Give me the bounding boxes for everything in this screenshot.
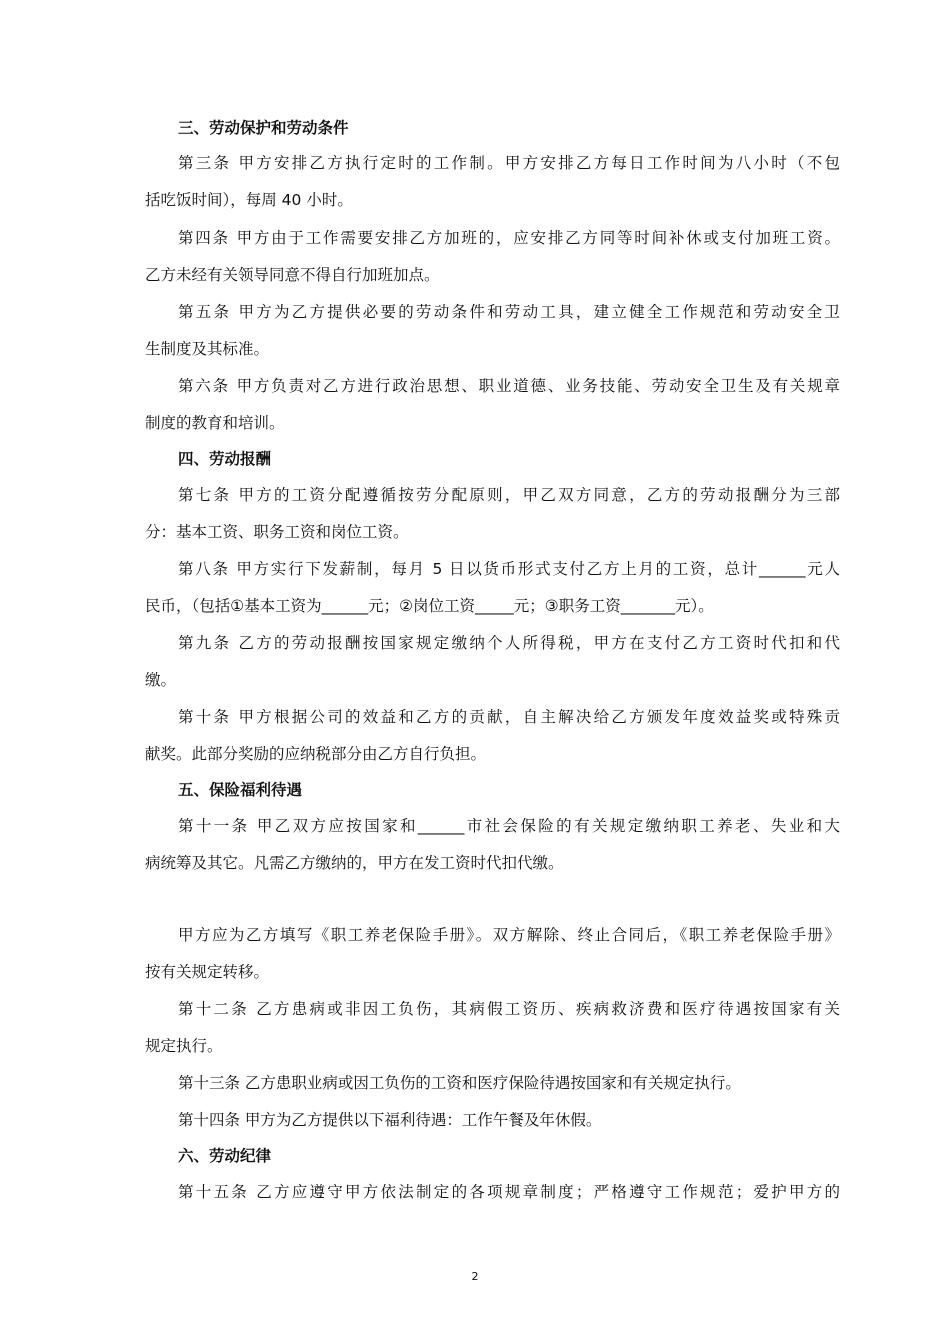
article-8-line-2: 民币，（包括①基本工资为______元；②岗位工资_____元；③职务工资_______元）。 bbox=[145, 597, 714, 615]
article-5-line-2: 生制度及其标准。 bbox=[145, 340, 270, 358]
article-11-line-2: 病统筹及其它。凡需乙方缴纳的，甲方在发工资时代扣代缴。 bbox=[145, 854, 564, 872]
article-7-line-2: 分：基本工资、职务工资和岗位工资。 bbox=[145, 523, 409, 541]
section-heading-6: 六、劳动纪律 bbox=[178, 1147, 272, 1165]
article-11-line-1: 第十一条 甲乙双方应按国家和______市社会保险的有关规定缴纳职工养老、失业和大 bbox=[178, 817, 840, 835]
article-4-line-2: 乙方未经有关领导同意不得自行加班加点。 bbox=[145, 266, 440, 284]
article-12-line-2: 规定执行。 bbox=[145, 1037, 223, 1055]
section-heading-4: 四、劳动报酬 bbox=[178, 450, 272, 468]
article-15-line-1: 第十五条 乙方应遵守甲方依法制定的各项规章制度；严格遵守工作规范；爱护甲方的 bbox=[178, 1183, 840, 1201]
article-6-line-1: 第六条 甲方负责对乙方进行政治思想、职业道德、业务技能、劳动安全卫生及有关规章 bbox=[178, 377, 840, 395]
article-3-line-2: 括吃饭时间），每周 40 小时。 bbox=[145, 191, 353, 209]
article-8-line-1: 第八条 甲方实行下发薪制，每月 5 日以货币形式支付乙方上月的工资，总计______元人 bbox=[178, 560, 840, 578]
article-14: 第十四条 甲方为乙方提供以下福利待遇：工作午餐及年休假。 bbox=[178, 1111, 602, 1129]
section-heading-5: 五、保险福利待遇 bbox=[178, 781, 303, 799]
page-number: 2 bbox=[471, 1270, 479, 1283]
article-13: 第十三条 乙方患职业病或因工负伤的工资和医疗保险待遇按国家和有关规定执行。 bbox=[178, 1074, 741, 1092]
article-6-line-2: 制度的教育和培训。 bbox=[145, 414, 285, 432]
article-7-line-1: 第七条 甲方的工资分配遵循按劳分配原则，甲乙双方同意，乙方的劳动报酬分为三部 bbox=[178, 486, 840, 504]
insurance-line-1: 甲方应为乙方填写《职工养老保险手册》。双方解除、终止合同后，《职工养老保险手册》 bbox=[178, 926, 840, 944]
article-9-line-2: 缴。 bbox=[145, 671, 177, 689]
article-5-line-1: 第五条 甲方为乙方提供必要的劳动条件和劳动工具，建立健全工作规范和劳动安全卫 bbox=[178, 303, 840, 321]
article-10-line-1: 第十条 甲方根据公司的效益和乙方的贡献，自主解决给乙方颁发年度效益奖或特殊贡 bbox=[178, 708, 840, 726]
article-12-line-1: 第十二条 乙方患病或非因工负伤，其病假工资历、疾病救济费和医疗待遇按国家有关 bbox=[178, 1000, 840, 1018]
article-4-line-1: 第四条 甲方由于工作需要安排乙方加班的，应安排乙方同等时间补休或支付加班工资。 bbox=[178, 229, 840, 247]
article-3-line-1: 第三条 甲方安排乙方执行定时的工作制。甲方安排乙方每日工作时间为八小时（不包 bbox=[178, 154, 840, 172]
section-heading-3: 三、劳动保护和劳动条件 bbox=[178, 119, 349, 137]
article-10-line-2: 献奖。此部分奖励的应纳税部分由乙方自行负担。 bbox=[145, 745, 487, 763]
insurance-line-2: 按有关规定转移。 bbox=[145, 963, 270, 981]
article-9-line-1: 第九条 乙方的劳动报酬按国家规定缴纳个人所得税，甲方在支付乙方工资时代扣和代 bbox=[178, 634, 840, 652]
